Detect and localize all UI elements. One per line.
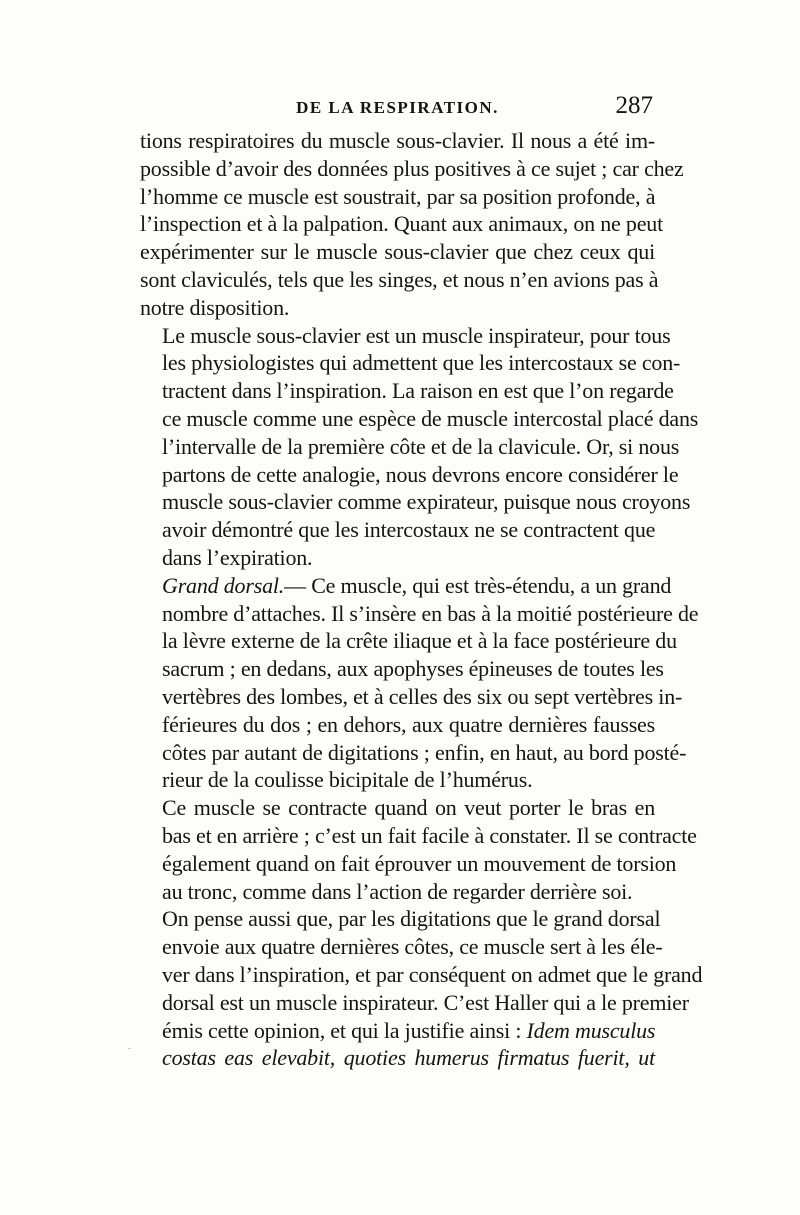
text-line: vertèbres des lombes, et à celles des six ou sept vertèbres in- <box>162 683 683 709</box>
paragraph <box>140 322 699 572</box>
text-line <box>140 572 672 600</box>
text-line: partons de cette analogie, nous devrons encore considérer le <box>162 461 679 487</box>
text-line-italic: costas eas elevabit, quoties humerus firmatus fuerit, ut <box>162 1045 655 1071</box>
text-line: ce muscle comme une espèce de muscle intercostal placé dans <box>162 405 699 431</box>
text-fragment: — Ce muscle, qui est très-étendu, a un grand <box>284 572 672 598</box>
running-head: DE LA RESPIRATION. <box>296 98 499 117</box>
latin-quote-italic: Idem musculus <box>526 1017 656 1043</box>
text-line: l’inspection et à la palpation. Quant aux animaux, on ne peut <box>140 211 663 237</box>
paragraph <box>140 794 697 905</box>
text-line: sont claviculés, tels que les singes, et nous n’en avions pas à <box>140 266 659 292</box>
text-line: dans l’expiration. <box>162 544 313 570</box>
text-line: les physiologistes qui admettent que les intercostaux se con- <box>162 350 681 376</box>
section-heading-italic: Grand dorsal. <box>162 572 285 598</box>
text-line: Ce muscle se contracte quand on veut porter le bras en <box>162 795 655 821</box>
text-line: avoir démontré que les intercostaux ne se contractent que <box>162 517 656 543</box>
paragraph <box>140 572 699 794</box>
text-line: muscle sous-clavier comme expirateur, puisque nous croyons <box>162 489 691 515</box>
page-number: 287 <box>615 92 653 119</box>
text-line: bas et en arrière ; c’est un fait facile à constater. Il se contracte <box>162 822 697 848</box>
paragraph <box>140 127 684 322</box>
text-line: envoie aux quatre dernières côtes, ce muscle sert à les éle- <box>162 934 663 960</box>
text-line: la lèvre externe de la crête iliaque et à la face postérieure du <box>162 628 677 654</box>
text-fragment: émis cette opinion, et qui la justifie ainsi : <box>162 1017 527 1043</box>
text-line: dorsal est un muscle inspirateur. C’est Haller qui a le premier <box>162 989 689 1015</box>
text-line: possible d’avoir des données plus positives à ce sujet ; car chez <box>140 155 684 181</box>
text-line: tions respiratoires du muscle sous-clavier. Il nous a été im- <box>140 128 655 153</box>
page-header <box>140 92 655 126</box>
text-line: côtes par autant de digitations ; enfin, en haut, au bord posté- <box>162 739 687 765</box>
text-line: l’intervalle de la première côte et de la clavicule. Or, si nous <box>162 433 680 459</box>
text-line: tractent dans l’inspiration. La raison en est que l’on regarde <box>162 378 674 404</box>
text-line: au tronc, comme dans l’action de regarder derrière soi. <box>162 878 633 904</box>
text-line: sacrum ; en dedans, aux apophyses épineuses de toutes les <box>162 656 664 682</box>
text-line: l’homme ce muscle est soustrait, par sa position profonde, à <box>140 183 656 209</box>
text-line: Le muscle sous-clavier est un muscle inspirateur, pour tous <box>162 322 671 348</box>
text-line: expérimenter sur le muscle sous-clavier que chez ceux qui <box>140 239 655 265</box>
paragraph <box>140 905 703 1072</box>
body-text <box>140 127 703 1072</box>
margin-speck <box>128 1048 131 1049</box>
text-line: ver dans l’inspiration, et par conséquent on admet que le grand <box>162 961 703 987</box>
text-line: nombre d’attaches. Il s’insère en bas à la moitié postérieure de <box>162 600 699 626</box>
text-line: On pense aussi que, par les digitations que le grand dorsal <box>162 906 661 932</box>
text-line: notre disposition. <box>140 294 290 320</box>
text-line: également quand on fait éprouver un mouvement de torsion <box>162 850 677 876</box>
text-line: férieures du dos ; en dehors, aux quatre dernières fausses <box>162 711 655 737</box>
text-line <box>140 1017 655 1045</box>
text-line: rieur de la coulisse bicipitale de l’humérus. <box>162 767 533 793</box>
